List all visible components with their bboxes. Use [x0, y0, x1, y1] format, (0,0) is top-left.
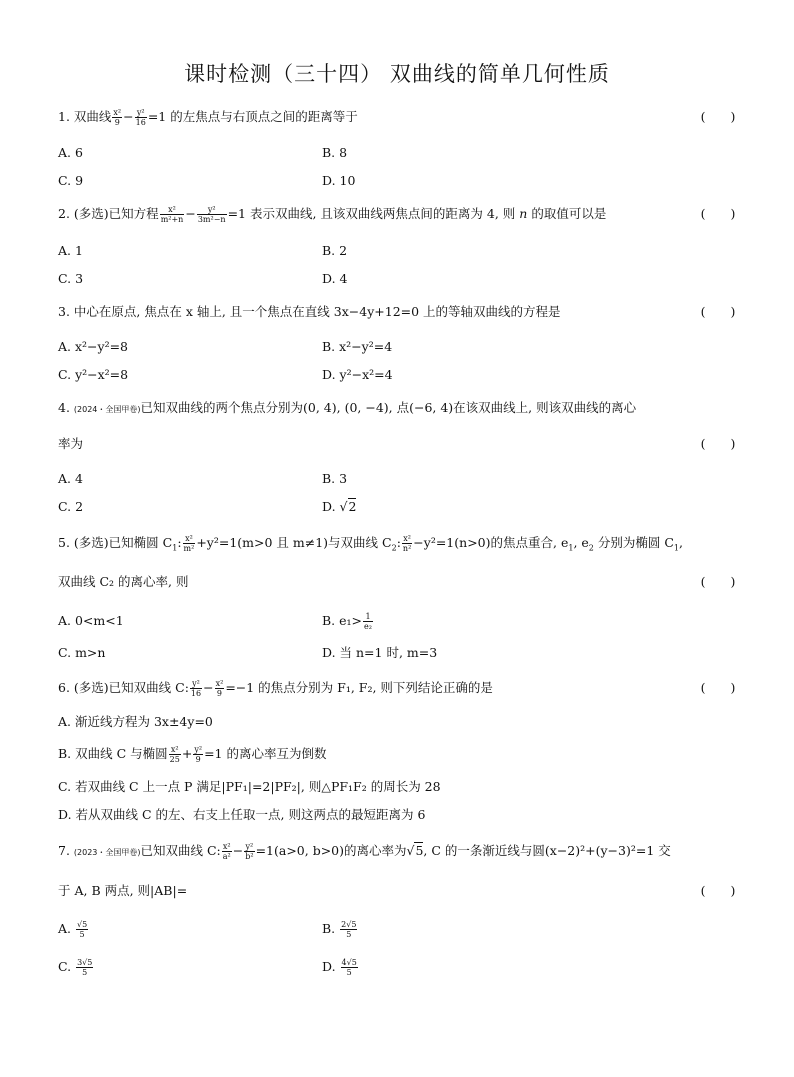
answer-paren-2: ( ) [700, 206, 736, 221]
q7-option-a: A. $\frac{√5}{5}$ [58, 920, 88, 939]
answer-paren-1: ( ) [700, 109, 736, 124]
q1-option-a: A. 6 [58, 145, 83, 160]
question-5: 5. (多选)已知椭圆 $C_1$: $\frac{\text{x²}}{\text{m²}}$ +y²=1(m>0 且 m≠1)与双曲线 $C_2$: $\frac{\text{x²}}{\text{n²}}$ −y²=1(n>0)的焦点重合, $e_1$, $e_2$ 分别为椭圆 $C_1$, [58, 534, 683, 553]
fraction: $\frac{\text{x²}}{\text{a²}}$ [222, 842, 231, 861]
q3-option-d: D. y²−x²=4 [322, 367, 393, 382]
fraction: $\frac{\text{x²}}{\text{m²}}$ [183, 534, 195, 553]
q1-option-d: D. 10 [322, 173, 356, 188]
fraction: $\frac{\text{x²}}{9}$ [113, 108, 122, 127]
q5-option-d: D. 当 n=1 时, m=3 [322, 645, 438, 660]
q4-option-c: C. 2 [58, 499, 84, 514]
q4-option-a: A. 4 [58, 471, 83, 486]
question-1: 1. 双曲线 $\frac{\text{x²}}{9}$ − $\frac{\text{y²}}{16}$ =1 的左焦点与右顶点之间的距离等于 [58, 108, 358, 127]
answer-paren-7: ( ) [700, 883, 736, 898]
q2-option-c: C. 3 [58, 271, 84, 286]
q7-option-c: C. $\frac{3√5}{5}$ [58, 958, 93, 977]
q6-option-c: C. 若双曲线 C 上一点 P 满足|PF₁|=2|PF₂|, 则△PF₁F₂ 的周长为 28 [58, 779, 441, 794]
question-2: 2. (多选)已知方程 $\frac{\text{x²}}{\text{m²+n}}$ − $\frac{\text{y²}}{\text{3m²−n}}$ =1 表示双曲线, 且该双曲线两焦点间的距离为 4, 则 n 的取值可以是 [58, 205, 607, 224]
q6-option-b: B. 双曲线 C 与椭圆 $\frac{\text{x²}}{25}$ + $\frac{\text{y²}}{9}$ =1 的离心率互为倒数 [58, 745, 327, 764]
question-6: 6. (多选)已知双曲线 C: $\frac{\text{y²}}{16}$ − $\frac{\text{x²}}{9}$ =−1 的焦点分别为 F₁, F₂, 则下列结论正确的是 [58, 679, 493, 698]
q5-option-a: A. 0<m<1 [58, 613, 124, 628]
fraction: $\frac{\text{x²}}{25}$ [169, 745, 180, 764]
question-4: 4. (2024・全国甲卷)已知双曲线的两个焦点分别为(0, 4), (0, −4), 点(−6, 4)在该双曲线上, 则该双曲线的离心 [58, 400, 637, 415]
source-tag: (2024・全国甲卷) [73, 405, 141, 414]
answer-paren-4: ( ) [700, 436, 736, 451]
fraction: $\frac{\text{y²}}{16}$ [190, 679, 202, 698]
q5-option-b: B. e₁> $\frac{1}{\text{e₂}}$ [322, 612, 372, 631]
fraction: $\frac{3√5}{5}$ [77, 958, 93, 977]
q3-option-a: A. x²−y²=8 [58, 339, 129, 354]
fraction: $\frac{\text{x²}}{\text{n²}}$ [402, 534, 412, 553]
page-title: 课时检测（三十四） 双曲线的简单几何性质 [184, 62, 610, 86]
q3-option-b: B. x²−y²=4 [322, 339, 393, 354]
q7-option-b: B. $\frac{2√5}{5}$ [322, 920, 357, 939]
q6-option-a: A. 渐近线方程为 3x±4y=0 [58, 714, 213, 729]
question-4-line-2: 率为 [58, 436, 84, 451]
q2-option-a: A. 1 [58, 243, 83, 258]
q2-option-d: D. 4 [322, 271, 348, 286]
q3-option-c: C. y²−x²=8 [58, 367, 129, 382]
fraction: $\frac{\text{x²}}{9}$ [215, 679, 224, 698]
q6-option-d: D. 若从双曲线 C 的左、右支上任取一点, 则这两点的最短距离为 6 [58, 807, 426, 822]
answer-paren-6: ( ) [700, 680, 736, 695]
fraction: $\frac{√5}{5}$ [76, 920, 88, 939]
fraction: $\frac{\text{y²}}{\text{b²}}$ [245, 842, 254, 861]
q4-option-b: B. 3 [322, 471, 348, 486]
question-7: 7. (2023・全国甲卷)已知双曲线 C: $\frac{\text{x²}}{\text{a²}}$ − $\frac{\text{y²}}{\text{b²}}$ =1(a>0, b>0)的离心率为√5, C 的一条渐近线与圆(x−2)²+(y−3)²=1 交 [58, 842, 671, 861]
q4-option-d: D. √2 [322, 499, 357, 514]
source-tag: (2023・全国甲卷) [73, 848, 141, 857]
fraction: $\frac{1}{\text{e₂}}$ [364, 612, 372, 631]
answer-paren-3: ( ) [700, 304, 736, 319]
fraction: $\frac{\text{x²}}{\text{m²+n}}$ [160, 205, 184, 224]
question-3: 3. 中心在原点, 焦点在 x 轴上, 且一个焦点在直线 3x−4y+12=0 上的等轴双曲线的方程是 [58, 304, 561, 319]
fraction: $\frac{4√5}{5}$ [341, 958, 357, 977]
q5-option-c: C. m>n [58, 645, 106, 660]
fraction: $\frac{\text{y²}}{9}$ [194, 745, 203, 764]
fraction: $\frac{2√5}{5}$ [341, 920, 357, 939]
fraction: $\frac{\text{y²}}{16}$ [135, 108, 146, 127]
fraction: $\frac{\text{y²}}{\text{3m²−n}}$ [197, 205, 226, 224]
q1-option-c: C. 9 [58, 173, 84, 188]
q7-option-d: D. $\frac{4√5}{5}$ [322, 958, 357, 977]
question-7-line-2: 于 A, B 两点, 则|AB|= [58, 883, 188, 898]
q1-option-b: B. 8 [322, 145, 348, 160]
q2-option-b: B. 2 [322, 243, 348, 258]
question-5-line-2: 双曲线 C₂ 的离心率, 则 [58, 574, 189, 589]
answer-paren-5: ( ) [700, 574, 736, 589]
